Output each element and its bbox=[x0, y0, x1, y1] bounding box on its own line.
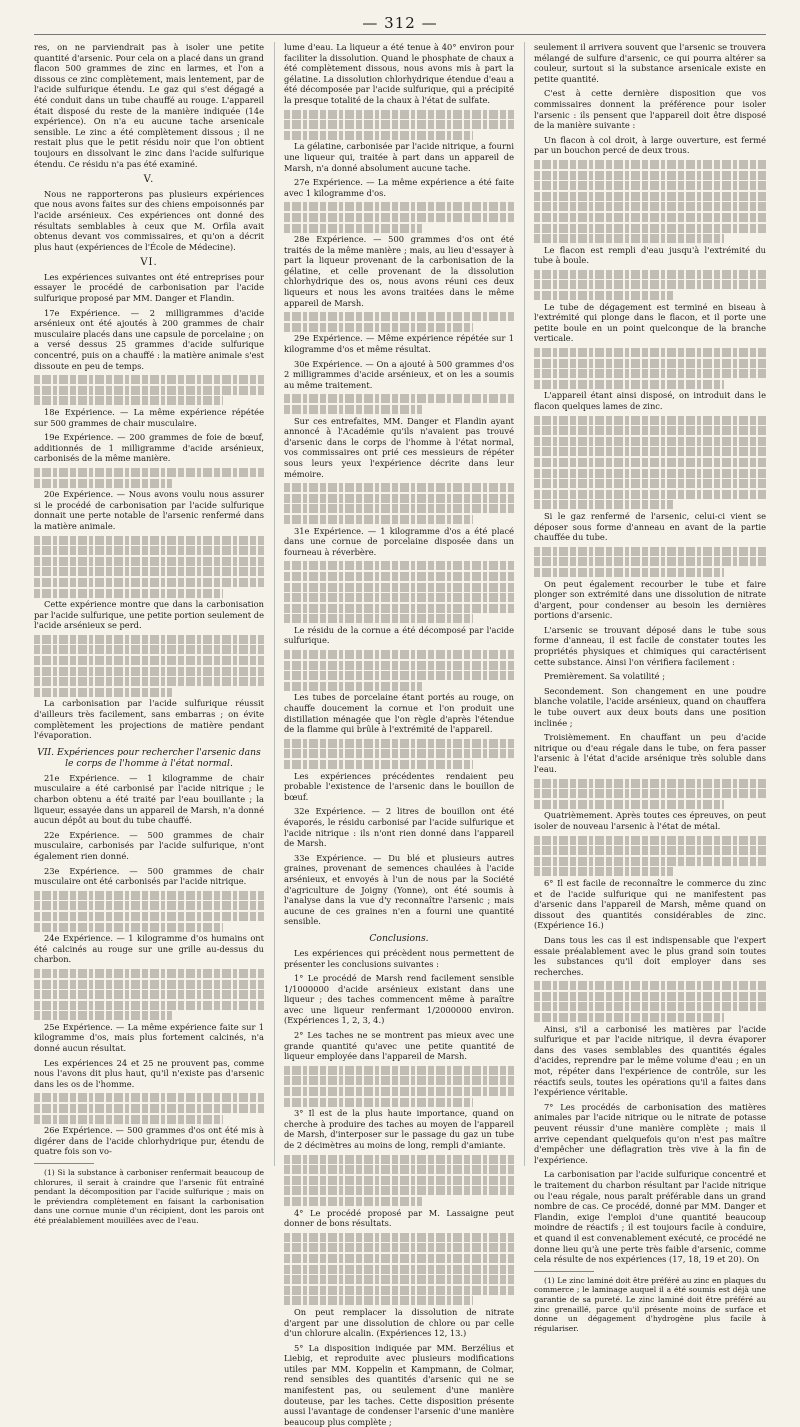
paragraph: 7° Les procédés de carbonisation des matières animales par l'acide nitrique ou le nitrate de potasse peuvent réussir d'une manière complète ; mais il arrive cependant quelquefois qu'on n'est pas maître d'empêcher une déflagration très vive à la fin de l'expérience. bbox=[534, 1101, 766, 1165]
text-line bbox=[34, 635, 264, 644]
paragraph: 2° Les taches ne se montrent pas mieux avec une grande quantité qu'avec une petite quantité de liqueur employée dans l'appareil de Marsh. bbox=[284, 1030, 514, 1062]
text-line bbox=[284, 120, 514, 129]
column-divider bbox=[524, 42, 525, 1166]
paragraph: Nous ne rapporterons pas plusieurs expériences que nous avons faites sur des chiens empoisonnés par l'acide arsénieux. Ces expériences ont donné des résultats semblables à ceux que M. Orfila avait obtenus devant vos commissaires, et qu'on a décrit plus haut (expériences de l'École de Médecine). bbox=[34, 188, 264, 252]
text-line bbox=[34, 567, 264, 576]
paragraph: 26e Expérience. — 500 grammes d'os ont été mis à digérer dans de l'acide chlorhydrique pur, étendu de quatre fois son vo- bbox=[34, 1125, 264, 1157]
text-line bbox=[534, 469, 766, 478]
paragraph: Troisièmement. En chauffant un peu d'acide nitrique ou d'eau régale dans le tube, on fera passer l'arsenic à l'état d'acide arsénique très soluble dans l'eau. bbox=[534, 732, 766, 774]
footnote: (1) Si la substance à carboniser renfermait beaucoup de chlorures, il serait à craindre que l'arsenic fût entraîné pendant la décomposition par l'acide sulfurique ; mais on le préviendra complètement en faisant la carbonisation dans une cornue munie d'un récipient, dont les parois ont été préalablement mouillées avec de l'eau. bbox=[34, 1168, 264, 1225]
text-line bbox=[534, 447, 766, 456]
text-line bbox=[534, 234, 724, 243]
paragraph: Premièrement. Sa volatilité ; bbox=[544, 671, 666, 682]
paragraph: 30e Expérience. — On a ajouté à 500 grammes d'os 2 milligrammes d'acide arsénieux, et on les a soumis au même traitement. bbox=[284, 358, 514, 390]
paragraph: 20e Expérience. — Nous avons voulu nous assurer si le procédé de carbonisation par l'acide sulfurique donnait une perte notable de l'arsenic renfermé dans la matière animale. bbox=[34, 489, 264, 531]
paragraph: Quatrièmement. Après toutes ces épreuves, on peut isoler de nouveau l'arsenic à l'état de métal. bbox=[534, 810, 766, 831]
text-line bbox=[534, 568, 724, 577]
text-line bbox=[34, 688, 172, 697]
text-line bbox=[284, 504, 514, 513]
text-line bbox=[534, 547, 766, 556]
text-line bbox=[284, 1066, 514, 1075]
text-line bbox=[284, 213, 514, 222]
header-rule bbox=[34, 34, 766, 35]
text-line bbox=[534, 348, 766, 357]
text-line bbox=[534, 458, 766, 467]
text-line bbox=[534, 1013, 724, 1022]
text-line bbox=[34, 990, 264, 999]
paragraph: Le résidu de la cornue a été décomposé par l'acide sulfurique. bbox=[284, 624, 514, 646]
paragraph: lume d'eau. La liqueur a été tenue à 40° environ pour faciliter la dissolution. Quand le phosphate de chaux a été complètement dissous, nous avons mis à part la gélatine. La dissolution chlorhydrique étendue d'eau a été décomposée par l'acide sulfurique, qui a précipité la presque totalité de la chaux à l'état de sulfate. bbox=[284, 42, 514, 105]
text-line bbox=[534, 867, 673, 876]
text-line bbox=[284, 1197, 422, 1206]
text-line bbox=[34, 468, 264, 477]
text-line bbox=[534, 557, 766, 566]
text-line bbox=[284, 202, 514, 211]
text-line bbox=[34, 667, 264, 676]
paragraph: 29e Expérience. — Même expérience répétée sur 1 kilogramme d'os et même résultat. bbox=[284, 333, 514, 355]
paragraph: 27e Expérience. — La même expérience a été faite avec 1 kilogramme d'os. bbox=[284, 177, 514, 198]
text-line bbox=[534, 160, 766, 169]
text-line bbox=[34, 1011, 172, 1020]
text-line bbox=[284, 604, 514, 613]
paragraph: L'arsenic se trouvant déposé dans le tube sous forme d'anneau, il est facile de constater toutes les propriétés physiques et chimiques qui caractérisent cette substance. Ainsi l'on vérifiera facilement : bbox=[534, 624, 766, 667]
paragraph: 32e Expérience. — 2 litres de bouillon ont été évaporés, le résidu carbonisé par l'acide sulfurique et l'acide nitrique : ils n'ont rien donné dans l'appareil de Marsh. bbox=[284, 806, 514, 849]
text-line bbox=[34, 1001, 264, 1010]
paragraph: La gélatine, carbonisée par l'acide nitrique, a fourni une liqueur qui, traitée à part dans un appareil de Marsh, n'a donné absolument aucune tache. bbox=[284, 141, 514, 173]
paragraph: res, on ne parviendrait pas à isoler une petite quantité d'arsenic. Pour cela on a placé dans un grand flacon 500 grammes de zinc en larmes, et l'on a dissous ce zinc complètement, mais lentement, par de l'acide sulfurique étendu. Le gaz qui s'est dégagé a été conduit dans un tube chauffé au rouge. L'appareil était disposé du reste de la manière indiquée (14e expérience). On n'a eu aucune tache arsenicale sensible. Le zinc a été complètement dissous ; il ne restait plus que le petit résidu noir que l'on obtient toujours en dissolvant le zinc dans l'acide sulfurique étendu. Ce résidu n'a pas été examiné. bbox=[34, 42, 264, 169]
text-line bbox=[34, 980, 264, 989]
paragraph: Un flacon à col droit, à large ouverture, est fermé par un bouchon percé de deux trous. bbox=[534, 134, 766, 156]
paragraph: 1° Le procédé de Marsh rend facilement sensible 1/1000000 d'acide arsénieux existant dans une liqueur ; des taches commencent même à paraître avec une liqueur renfermant 1/2000000 environ. (Expériences 1, 2, 3, 4.) bbox=[284, 973, 514, 1026]
text-line bbox=[284, 1233, 514, 1242]
text-line bbox=[284, 1254, 514, 1263]
text-line bbox=[34, 901, 264, 910]
text-line bbox=[284, 650, 514, 659]
text-line bbox=[284, 1265, 514, 1274]
text-line bbox=[284, 494, 514, 503]
text-line bbox=[534, 981, 766, 990]
text-line bbox=[534, 437, 766, 446]
text-line bbox=[284, 682, 422, 691]
text-line bbox=[34, 677, 264, 686]
text-line bbox=[534, 992, 766, 1001]
paragraph: 19e Expérience. — 200 grammes de foie de bœuf, additionnés de 1 milligramme d'acide arsénieux, carbonisés de la même manière. bbox=[34, 432, 264, 464]
paragraph: 22e Expérience. — 500 grammes de chair musculaire, carbonisés par l'acide sulfurique, n'ont également rien donné. bbox=[34, 829, 264, 861]
column-left bbox=[34, 42, 264, 1225]
text-line bbox=[284, 1275, 514, 1284]
text-line bbox=[534, 500, 673, 509]
text-line bbox=[534, 369, 766, 378]
footnote: (1) Le zinc laminé doit être préféré au zinc en plaques du commerce ; le laminage auquel il a été soumis est déjà une garantie de sa pureté. Le zinc laminé doit être préféré au zinc grenaillé, parce qu'il présente moins de surface et donne un dégagement d'hydrogène plus facile à régulariser. bbox=[534, 1275, 766, 1333]
text-line bbox=[284, 1186, 514, 1195]
paragraph: 17e Expérience. — 2 milligrammes d'acide arsénieux ont été ajoutés à 200 grammes de chair musculaire placés dans une capsule de porcelaine ; on a versé dessus 25 grammes d'acide sulfurique concentré, puis on a chauffé : la matière animale s'est dissoute en peu de temps. bbox=[34, 307, 264, 371]
paragraph: 21e Expérience. — 1 kilogramme de chair musculaire a été carbonisé par l'acide nitrique ; le charbon obtenu a été traité par l'eau bouillante ; la liqueur, essayée dans un appareil de Marsh, n'a donné aucun dépôt au bout du tube chauffé. bbox=[34, 772, 264, 826]
text-line bbox=[534, 181, 766, 190]
text-line bbox=[284, 483, 514, 492]
text-line bbox=[34, 396, 223, 405]
text-line bbox=[284, 405, 422, 414]
text-columns bbox=[34, 42, 766, 1427]
text-line bbox=[34, 891, 264, 900]
paragraph: Cette expérience montre que dans la carbonisation par l'acide sulfurique, une petite portion seulement de l'acide arsénieux se perd. bbox=[34, 599, 264, 631]
text-line bbox=[534, 291, 673, 300]
paragraph: 33e Expérience. — Du blé et plusieurs autres graines, provenant de semences chaulées à l'acide arsénieux, et envoyés à l'un de nous par la Société d'agriculture de Joigny (Yonne), ont été soumis à l'analyse dans la vue d'y reconnaître l'arsenic ; mais aucune de ces graines n'en a fourni une quantité sensible. bbox=[284, 852, 514, 927]
text-line bbox=[284, 515, 473, 524]
paragraph: 6° Il est facile de reconnaître le commerce du zinc et de l'acide sulfurique qui ne manifestent pas d'arsenic dans l'appareil de Marsh, même quand on dissout des quantités considérables de zinc. (Expérience 16.) bbox=[534, 877, 766, 931]
paragraph: On peut remplacer la dissolution de nitrate d'argent par une dissolution de chlore ou par celle d'un chlorure alcalin. (Expériences 12, 13.) bbox=[284, 1306, 514, 1339]
paragraph: 5° La disposition indiquée par MM. Berzélius et Liebig, et reproduite avec plusieurs modifications utiles par MM. Koppelin et Kampmann, de Colmar, rend sensibles des quantités d'arsenic qui ne se manifestent pas, ou seulement d'une manière douteuse, par les taches. Cette disposition présente aussi l'avantage de condenser l'arsenic d'une manière beaucoup plus complète ; bbox=[284, 1342, 514, 1427]
text-line bbox=[34, 912, 264, 921]
paragraph: C'est à cette dernière disposition que vos commissaires donnent la préférence pour isoler l'arsenic : ils pensent que l'appareil doit être disposé de la manière suivante : bbox=[534, 88, 766, 131]
text-line bbox=[34, 386, 264, 395]
text-line bbox=[284, 1176, 514, 1185]
paragraph: On peut également recourber le tube et faire plonger son extrémité dans une dissolution de nitrate d'argent, pour condenser au besoin les dernières portions d'arsenic. bbox=[534, 578, 766, 621]
text-line bbox=[284, 1286, 514, 1295]
paragraph: Les expériences suivantes ont été entreprises pour essayer le procédé de carbonisation par l'acide sulfurique proposé par MM. Danger et Flandin. bbox=[34, 271, 264, 304]
paragraph: 28e Expérience. — 500 grammes d'os ont été traités de la même manière ; mais, au lieu d'essayer à part la liqueur provenant de la carbonisation de la gélatine, et celle provenant de la dissolution chlorhydrique des os, nous avons réuni ces deux liqueurs et nous les avons traitées dans le même appareil de Marsh. bbox=[284, 234, 514, 308]
paragraph: Le flacon est rempli d'eau jusqu'à l'extrémité du tube à boule. bbox=[534, 244, 766, 266]
text-line bbox=[534, 490, 766, 499]
text-line bbox=[534, 202, 766, 211]
text-line bbox=[284, 1076, 514, 1085]
paragraph: La carbonisation par l'acide sulfurique concentré et le traitement du charbon résultant par l'acide nitrique ou l'eau régale, nous paraît préférable dans un grand nombre de cas. Ce procédé, donné par MM. Danger et Flandin, exige l'emploi d'une quantité beaucoup moindre de réactifs ; il est toujours facile à conduire, et quand il est convenablement exécuté, ce procédé ne donne lieu qu'à une perte très faible d'arsenic, comme cela résulte de nos expériences (17, 18, 19 et 20). On bbox=[534, 1169, 766, 1265]
text-line bbox=[534, 213, 766, 222]
text-line bbox=[534, 426, 766, 435]
paragraph: Sur ces entrefaites, MM. Danger et Flandin ayant annoncé à l'Académie qu'ils n'avaient pas trouvé d'arsenic dans le corps de l'homme à l'état normal, vos commissaires ont prié ces messieurs de répéter sous leurs yeux l'expérience décrite dans leur mémoire. bbox=[284, 415, 514, 479]
text-line bbox=[534, 1002, 766, 1011]
paragraph: Secondement. Son changement en une poudre blanche volatile, l'acide arsénieux, quand on chauffera le tube ouvert aux deux bouts dans une position inclinée ; bbox=[534, 685, 766, 728]
text-line bbox=[34, 969, 264, 978]
paragraph: Les expériences précédentes rendaient peu probable l'existence de l'arsenic dans le bouillon de bœuf. bbox=[284, 770, 514, 802]
text-line bbox=[284, 131, 473, 140]
text-line bbox=[34, 589, 223, 598]
text-line bbox=[284, 1296, 473, 1305]
text-line bbox=[284, 749, 514, 758]
column-divider bbox=[274, 42, 275, 1166]
text-line bbox=[534, 171, 766, 180]
paragraph: 24e Expérience. — 1 kilogramme d'os humains ont été calcinés au rouge sur une grille au-dessus du charbon. bbox=[34, 933, 264, 965]
text-line bbox=[534, 280, 766, 289]
text-line bbox=[284, 739, 514, 748]
text-line bbox=[34, 536, 264, 545]
footnote-rule bbox=[34, 1163, 94, 1164]
text-line bbox=[534, 224, 766, 233]
text-line bbox=[534, 416, 766, 425]
text-line bbox=[534, 479, 766, 488]
text-line bbox=[284, 312, 514, 321]
text-line bbox=[34, 375, 264, 384]
paragraph: Si le gaz renfermé de l'arsenic, celui-ci vient se déposer sous forme d'anneau en avant de la partie chauffée du tube. bbox=[534, 510, 766, 543]
text-line bbox=[534, 380, 724, 389]
section-heading-6: VI. bbox=[140, 257, 158, 269]
text-line bbox=[34, 645, 264, 654]
text-line bbox=[534, 789, 766, 798]
text-line bbox=[284, 661, 514, 670]
text-line bbox=[284, 1243, 514, 1252]
text-line bbox=[284, 614, 473, 623]
text-line bbox=[284, 583, 514, 592]
paragraph: La carbonisation par l'acide sulfurique réussit d'ailleurs très facilement, sans embarras ; on évite complètement les projections de matière pendant l'évaporation. bbox=[34, 698, 264, 741]
text-line bbox=[284, 323, 473, 332]
text-line bbox=[534, 836, 766, 845]
paragraph: Les tubes de porcelaine étant portés au rouge, on chauffe doucement la cornue et l'on produit une distillation ménagée que l'on règle d'après l'étendue de la flamme qui brûle à l'extrémité de l'appareil. bbox=[284, 692, 514, 735]
text-line bbox=[284, 110, 514, 119]
text-line bbox=[284, 1098, 473, 1107]
text-line bbox=[284, 1155, 514, 1164]
text-line bbox=[34, 923, 223, 932]
paragraph: Le tube de dégagement est terminé en biseau à l'extrémité qui plonge dans le flacon, et il porte une petite boule en un point quelconque de la branche verticale. bbox=[534, 301, 766, 344]
text-line bbox=[34, 1104, 264, 1113]
text-line bbox=[534, 857, 766, 866]
text-line bbox=[534, 192, 766, 201]
paragraph: 23e Expérience. — 500 grammes de chair musculaire ont été carbonisés par l'acide nitrique. bbox=[34, 865, 264, 887]
text-line bbox=[34, 1115, 223, 1124]
paragraph: Dans tous les cas il est indispensable que l'expert essaie préalablement avec le plus grand soin toutes les substances qu'il doit employer dans ses recherches. bbox=[534, 934, 766, 977]
paragraph: 18e Expérience. — La même expérience répétée sur 500 grammes de chair musculaire. bbox=[34, 407, 264, 428]
text-line bbox=[284, 593, 514, 602]
paragraph: Ainsi, s'il a carbonisé les matières par l'acide sulfurique et par l'acide nitrique, il devra évaporer dans des vases semblables des quantités égales d'acides, reprendre par le même volume d'eau ; en un mot, répéter dans l'expérience de contrôle, sur les réactifs seuls, toutes les opérations qu'il a faites dans l'expérience véritable. bbox=[534, 1023, 766, 1098]
paragraph: Les expériences 24 et 25 ne prouvent pas, comme nous l'avons dit plus haut, qu'il n'existe pas d'arsenic dans les os de l'homme. bbox=[34, 1057, 264, 1089]
column-right bbox=[534, 42, 766, 1333]
text-line bbox=[34, 1093, 264, 1102]
section-heading-5: V. bbox=[143, 174, 155, 186]
text-line bbox=[284, 671, 514, 680]
paragraph: 4° Le procédé proposé par M. Lassaigne peut donner de bons résultats. bbox=[284, 1207, 514, 1229]
text-line bbox=[534, 359, 766, 368]
paragraph: 25e Expérience. — La même expérience faite sur 1 kilogramme d'os, mais plus fortement calcinés, n'a donné aucun résultat. bbox=[34, 1021, 264, 1054]
column-middle bbox=[284, 42, 514, 1427]
text-line bbox=[34, 578, 264, 587]
text-line bbox=[534, 800, 724, 809]
text-line bbox=[284, 394, 514, 403]
paragraph: Les expériences qui précèdent nous permettent de présenter les conclusions suivantes : bbox=[284, 947, 514, 969]
footnote-rule bbox=[534, 1271, 594, 1272]
paragraph: L'appareil étant ainsi disposé, on introduit dans le flacon quelques lames de zinc. bbox=[534, 390, 766, 411]
text-line bbox=[34, 479, 172, 488]
text-line bbox=[284, 1165, 514, 1174]
paragraph: 31e Expérience. — 1 kilogramme d'os a été placé dans une cornue de porcelaine disposée dans un fourneau à réverbère. bbox=[284, 525, 514, 557]
text-line bbox=[284, 1087, 514, 1096]
section-heading-7: VII. Expériences pour rechercher l'arsenic dans le corps de l'homme à l'état normal. bbox=[37, 746, 261, 769]
text-line bbox=[34, 557, 264, 566]
text-line bbox=[284, 224, 422, 233]
text-line bbox=[34, 656, 264, 665]
text-line bbox=[284, 760, 473, 769]
text-line bbox=[534, 779, 766, 788]
paragraph: 3° Il est de la plus haute importance, quand on cherche à produire des taches au moyen de l'appareil de Marsh, d'interposer sur le passage du gaz un tube de 2 décimètres au moins de long, rempli d'amiante. bbox=[284, 1108, 514, 1150]
text-line bbox=[34, 546, 264, 555]
text-line bbox=[534, 270, 766, 279]
paragraph: seulement il arrivera souvent que l'arsenic se trouvera mélangé de sulfure d'arsenic, ce qui pourra altérer sa couleur, surtout si la substance arsenicale existe en petite quantité. bbox=[534, 42, 766, 84]
page-header bbox=[0, 10, 800, 34]
text-line bbox=[534, 846, 766, 855]
text-line bbox=[284, 561, 514, 570]
text-line bbox=[284, 572, 514, 581]
conclusions-heading: Conclusions. bbox=[369, 932, 429, 944]
page-number: — 312 — bbox=[362, 14, 438, 32]
